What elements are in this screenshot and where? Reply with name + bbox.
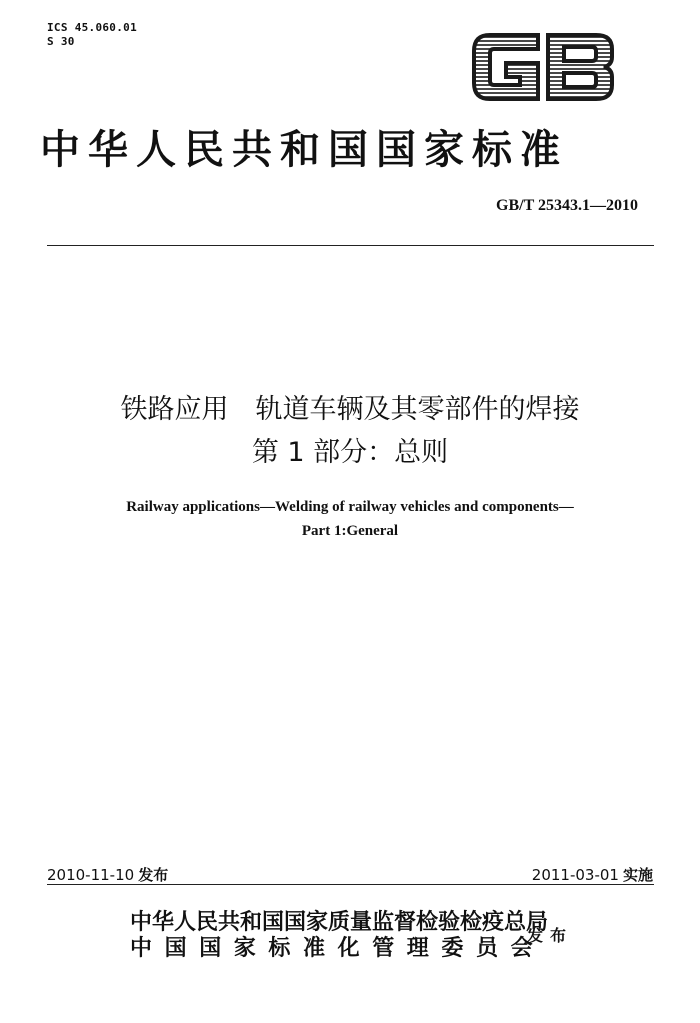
issue-date: 2010-11-10 [47,866,135,884]
issuer-line2: 中国国家标准化管理委员会 [130,935,546,961]
document-title-cn-line1: 铁路应用 轨道车辆及其零部件的焊接 [120,394,580,425]
national-standard-title: 中华人民共和国国家标准 [40,126,568,173]
issue-date-block [47,864,168,885]
ccs-code: S 30 [47,35,75,48]
document-title-en-line1: Railway applications—Welding of railway vehicles and components— [126,499,574,515]
implementation-label: 实施 [622,866,653,884]
top-divider [47,245,654,246]
standard-number: GB/T 25343.1—2010 [496,197,638,214]
implementation-date: 2011-03-01 [531,866,619,884]
ics-code: ICS 45.060.01 [47,21,137,34]
document-title-cn-line2: 第 1 部分：总则 [251,437,449,468]
issuer-line1: 中华人民共和国国家质量监督检验检疫总局 [130,909,549,935]
gb-logo [468,27,618,107]
document-title-en-line2: Part 1:General [301,523,399,539]
publish-label: 发布 [527,926,574,945]
classification-codes [47,21,137,49]
implementation-date-block [532,864,653,885]
bottom-divider [47,884,654,885]
issue-label: 发布 [138,866,169,884]
